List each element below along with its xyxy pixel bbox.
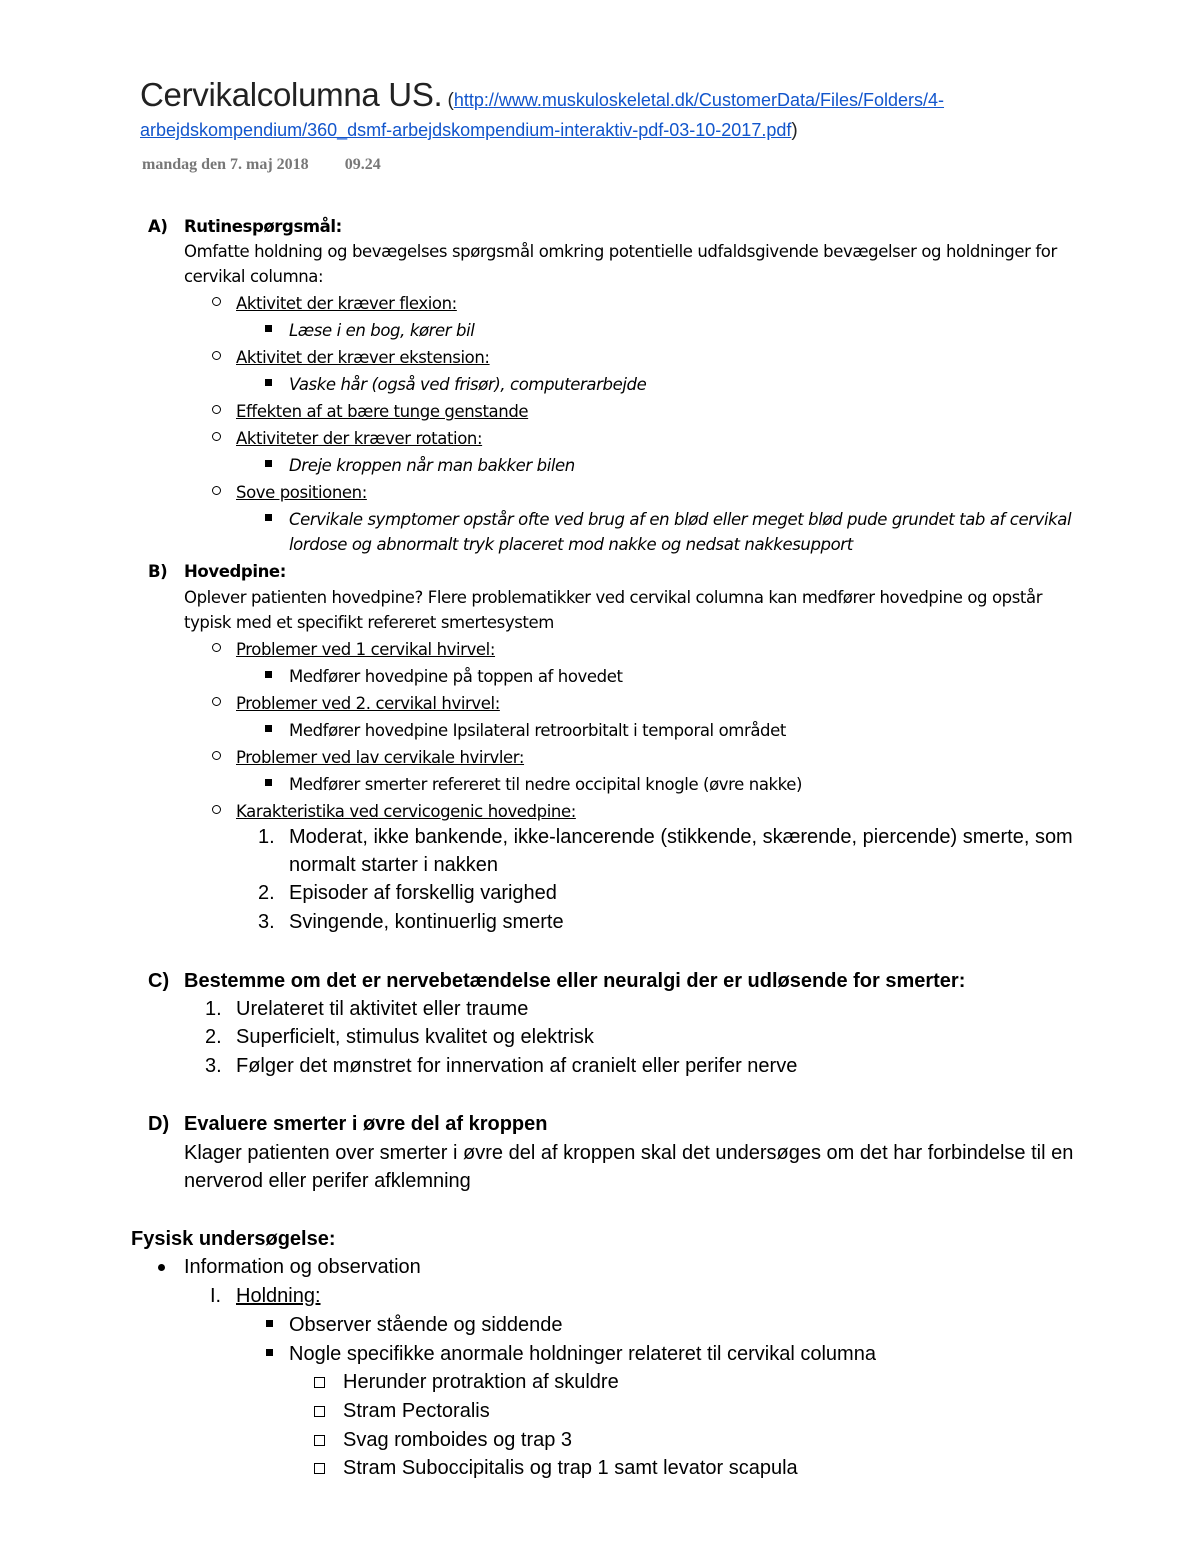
section-c-heading: Bestemme om det er nervebetændelse eller neuralgi der er udløsende for smerter: [184,970,966,992]
section-d-heading: Evaluere smerter i øvre del af kroppen [184,1113,548,1135]
section-a-text1: Omfatte holdning og bevægelses spørgsmål omkring potentielle udfaldsgivende bevægelser og holdninger for [184,242,1057,261]
source-link-part1[interactable]: http://www.muskuloskeletal.dk/CustomerData/Files/Folders/4- [453,90,945,110]
checkbox-square-icon [314,1435,325,1446]
section-b-text2: typisk med et specifikt refereret smertesystem [184,613,554,632]
b-item-1-sub: Medfører hovedpine på toppen af hovedet [289,667,623,686]
b-item-2-label: Problemer ved 2. cervikal hvirvel: [236,694,500,713]
circle-bullet-icon [212,297,221,306]
fysisk-sq-item-2: Nogle specifikke anormale holdninger relateret til cervikal columna [289,1343,876,1365]
a-item-3-label: Effekten af at bære tunge genstande [236,402,529,421]
title-line [140,76,1160,114]
section-c-marker: C) [148,970,170,992]
a-item-5-sub-1: Cervikale symptomer opstår ofte ved brug af en blød eller meget blød pude grundet tab af cervikal [289,510,1072,529]
square-bullet-icon [266,1320,273,1327]
a-item-1-label: Aktivitet der kræver flexion: [236,294,457,313]
fysisk-roman-label: Holdning: [236,1285,321,1307]
b-item-4-label: Karakteristika ved cervicogenic hovedpine: [236,802,576,821]
checkbox-square-icon [314,1463,325,1474]
c-num-3-marker: 3. [205,1055,222,1077]
square-bullet-icon [265,379,272,386]
b-num-1-marker: 1. [258,826,275,848]
section-d-marker: D) [148,1113,170,1135]
circle-bullet-icon [212,805,221,814]
b-num-2-line1: Episoder af forskellig varighed [289,882,557,904]
section-a-heading: Rutinespørgsmål: [184,217,342,236]
c-num-3-text: Følger det mønstret for innervation af cranielt eller perifer nerve [236,1055,798,1077]
square-bullet-icon [265,460,272,467]
fysisk-box-item-3: Svag romboides og trap 3 [343,1429,573,1451]
fysisk-box-item-2: Stram Pectoralis [343,1400,490,1422]
link-line2 [140,120,1160,142]
c-num-2-text: Superficielt, stimulus kvalitet og elektrisk [236,1026,594,1048]
b-item-1-label: Problemer ved 1 cervikal hvirvel: [236,640,496,659]
square-bullet-icon [265,325,272,332]
section-d-text2: nerverod eller perifer afklemning [184,1170,471,1192]
fysisk-sq-item-1: Observer stående og siddende [289,1314,563,1336]
time-text: 09.24 [344,156,381,173]
b-num-3-marker: 3. [258,911,275,933]
a-item-4-label: Aktiviteter der kræver rotation: [236,429,483,448]
circle-bullet-icon [212,432,221,441]
a-item-1-sub-1: Læse i en bog, kører bil [289,321,475,340]
c-num-1-marker: 1. [205,998,222,1020]
a-item-2-label: Aktivitet der kræver ekstension: [236,348,490,367]
section-a-marker: A) [148,217,168,236]
date-text: mandag den 7. maj 2018 [142,156,309,173]
circle-bullet-icon [212,351,221,360]
circle-bullet-icon [212,751,221,760]
section-b-text1: Oplever patienten hovedpine? Flere problematikker ved cervikal columna kan medfører hovedpine og opstår [184,588,1043,607]
circle-bullet-icon [212,697,221,706]
fysisk-box-item-1: Herunder protraktion af skuldre [343,1371,619,1393]
a-item-5-sub-2: lordose og abnormalt tryk placeret mod nakke og nedsat nakkesupport [289,535,853,554]
section-b-heading: Hovedpine: [184,562,286,581]
b-num-2-marker: 2. [258,882,275,904]
section-a-text2: cervikal columna: [184,267,324,286]
circle-bullet-icon [212,405,221,414]
section-d-text1: Klager patienten over smerter i øvre del af kroppen skal det undersøges om det har forbindelse til en [184,1142,1074,1164]
b-num-1-line1: Moderat, ikke bankende, ikke-lancerende (stikkende, skærende, piercende) smerte, som [289,826,1073,848]
c-num-1-text: Urelateret til aktivitet eller traume [236,998,529,1020]
date-time [142,156,381,174]
section-b-marker: B) [148,562,168,581]
page-title: Cervikalcolumna US. [140,76,443,113]
circle-bullet-icon [212,486,221,495]
square-bullet-icon [265,514,272,521]
b-num-3-line1: Svingende, kontinuerlig smerte [289,911,564,933]
b-item-3-sub: Medfører smerter refereret til nedre occipital knogle (øvre nakke) [289,775,803,794]
square-bullet-icon [265,779,272,786]
paren-close: ) [791,120,798,141]
b-item-2-sub: Medfører hovedpine Ipsilateral retroorbitalt i temporal området [289,721,786,740]
c-num-2-marker: 2. [205,1026,222,1048]
fysisk-heading: Fysisk undersøgelse: [131,1228,336,1250]
checkbox-square-icon [314,1406,325,1417]
dot-bullet-icon [158,1264,165,1271]
fysisk-bullet: Information og observation [184,1256,421,1278]
b-num-1-line2: normalt starter i nakken [289,854,498,876]
checkbox-square-icon [314,1377,325,1388]
paren-open: ( [447,90,454,111]
a-item-2-sub-1: Vaske hår (også ved frisør), computerarbejde [289,375,647,394]
square-bullet-icon [265,671,272,678]
a-item-4-sub-1: Dreje kroppen når man bakker bilen [289,456,575,475]
circle-bullet-icon [212,643,221,652]
fysisk-roman: I. [210,1285,222,1307]
square-bullet-icon [265,725,272,732]
b-item-3-label: Problemer ved lav cervikale hvirvler: [236,748,525,767]
source-link-part2[interactable]: arbejdskompendium/360_dsmf-arbejdskompendium-interaktiv-pdf-03-10-2017.pdf [140,120,792,140]
a-item-5-label: Sove positionen: [236,483,367,502]
square-bullet-icon [266,1349,273,1356]
fysisk-box-item-4: Stram Suboccipitalis og trap 1 samt levator scapula [343,1457,798,1479]
